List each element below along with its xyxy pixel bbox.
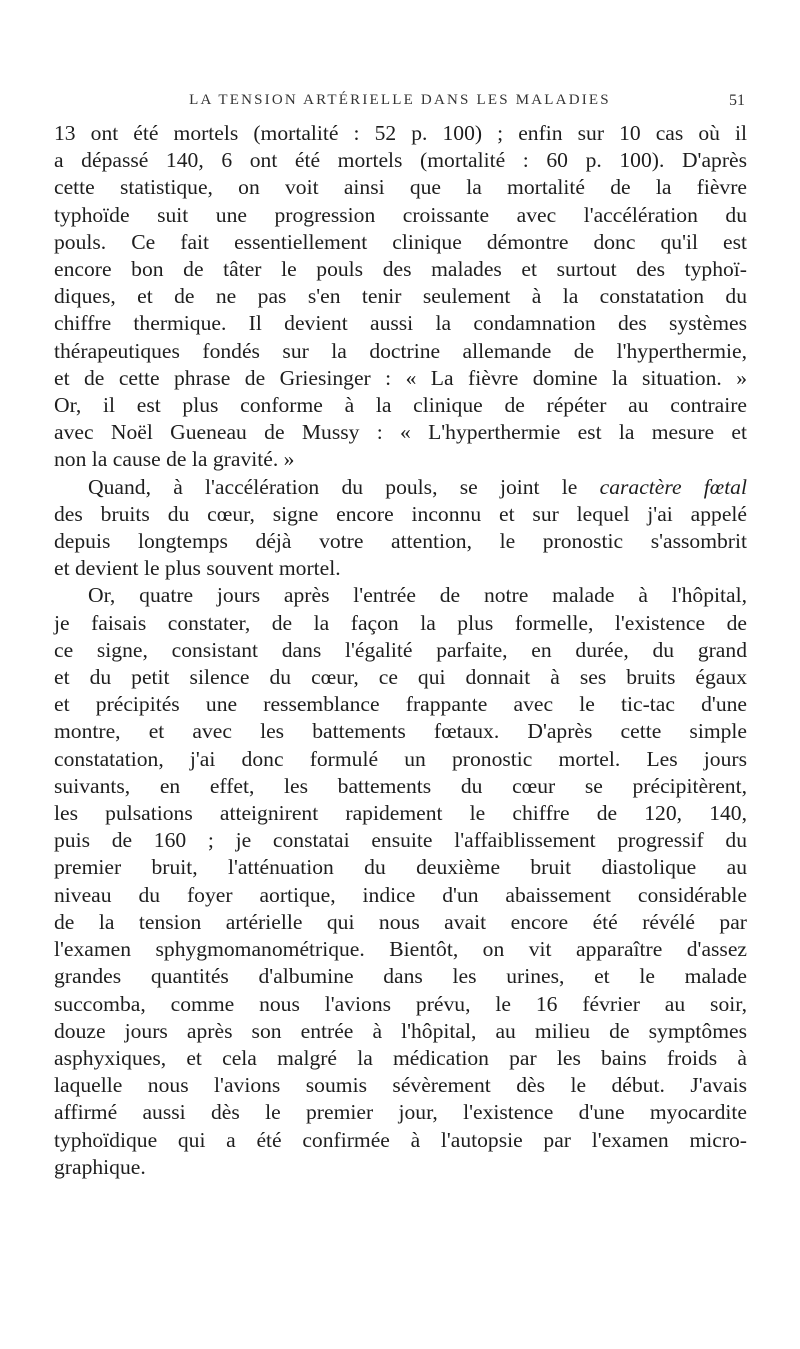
text-line: graphique. (54, 1154, 146, 1179)
text-line: non la cause de la gravité. » (54, 447, 295, 472)
text-line: les pulsations atteignirent rapidement le chiffre de 120, 140, (54, 801, 747, 826)
text-line: thérapeutiques fondés sur la doctrine allemande de l'hyperthermie, (54, 338, 747, 363)
text-line: de la tension artérielle qui nous avait encore été révélé par (54, 909, 747, 934)
text-line: typhoïde suit une progression croissante avec l'accélération du (54, 202, 747, 227)
text-line: et du petit silence du cœur, ce qui donnait à ses bruits égaux (54, 665, 747, 690)
text-line: douze jours après son entrée à l'hôpital, au milieu de symptômes (54, 1018, 747, 1043)
text-line: grandes quantités d'albumine dans les urines, et le malade (54, 964, 747, 989)
text-line: je faisais constater, de la façon la plus formelle, l'existence de (54, 610, 747, 635)
text-line: typhoïdique qui a été confirmée à l'autopsie par l'examen micro- (54, 1127, 747, 1152)
text-line: Or, quatre jours après l'entrée de notre malade à l'hôpital, (88, 583, 747, 608)
text-segment: Quand, à l'accélération du pouls, se joint le (88, 474, 600, 499)
text-line: et précipités une ressemblance frappante avec le tic-tac d'une (54, 692, 747, 717)
text-line: ce signe, consistant dans l'égalité parfaite, en durée, du grand (54, 637, 747, 662)
text-line: montre, et avec les battements fœtaux. D'après cette simple (54, 719, 747, 744)
text-line: et de cette phrase de Griesinger : « La fièvre domine la situation. » (54, 365, 747, 390)
text-line: asphyxiques, et cela malgré la médication par les bains froids à (54, 1045, 747, 1070)
text-line: cette statistique, on voit ainsi que la mortalité de la fièvre (54, 175, 747, 200)
text-line: a dépassé 140, 6 ont été mortels (mortalité : 60 p. 100). D'après (54, 148, 747, 173)
body-text (54, 120, 747, 1181)
text-line (54, 474, 747, 501)
page-header (55, 92, 745, 118)
text-line: laquelle nous l'avions soumis sévèrement dès le début. J'avais (54, 1073, 747, 1098)
text-line: encore bon de tâter le pouls des malades et surtout des typhoï- (54, 257, 747, 282)
text-line: 13 ont été mortels (mortalité : 52 p. 100) ; enfin sur 10 cas où il (54, 121, 747, 145)
text-line: des bruits du cœur, signe encore inconnu et sur lequel j'ai appelé (54, 501, 747, 526)
text-line: constatation, j'ai donc formulé un pronostic mortel. Les jours (54, 746, 747, 771)
text-line: et devient le plus souvent mortel. (54, 556, 341, 581)
text-line: pouls. Ce fait essentiellement clinique démontre donc qu'il est (54, 229, 747, 254)
text-line: premier bruit, l'atténuation du deuxième bruit diastolique au (54, 855, 747, 880)
italic-term: caractère fœtal (599, 474, 747, 499)
text-line: puis de 160 ; je constatai ensuite l'affaiblissement progressif du (54, 828, 747, 853)
text-line: chiffre thermique. Il devient aussi la condamnation des systèmes (54, 311, 747, 336)
text-line: suivants, en effet, les battements du cœur se précipitèrent, (54, 773, 747, 798)
text-line: affirmé aussi dès le premier jour, l'existence d'une myocardite (54, 1100, 747, 1125)
text-line: Or, il est plus conforme à la clinique de répéter au contraire (54, 393, 747, 418)
text-line: avec Noël Gueneau de Mussy : « L'hyperthermie est la mesure et (54, 420, 747, 445)
text-line: succomba, comme nous l'avions prévu, le 16 février au soir, (54, 991, 747, 1016)
text-line: diques, et de ne pas s'en tenir seulement à la constatation du (54, 284, 747, 309)
page-number: 51 (729, 92, 745, 109)
running-title: LA TENSION ARTÉRIELLE DANS LES MALADIES (189, 92, 611, 108)
text-line: depuis longtemps déjà votre attention, le pronostic s'assombrit (54, 529, 747, 554)
text-line: niveau du foyer aortique, indice d'un abaissement considérable (54, 882, 747, 907)
text-line: l'examen sphygmomanométrique. Bientôt, on vit apparaître d'assez (54, 937, 747, 962)
